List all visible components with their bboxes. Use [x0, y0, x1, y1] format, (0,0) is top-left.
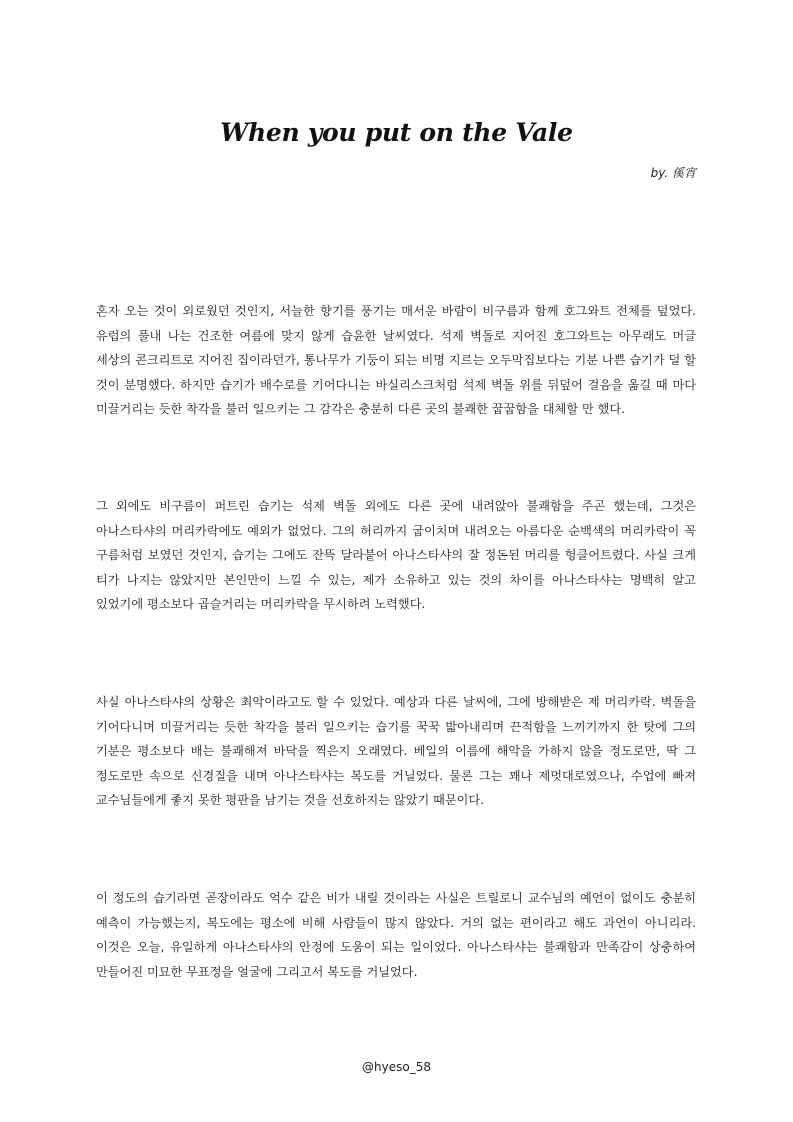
author-byline: by. 傒宵	[650, 166, 696, 180]
body-paragraph-2: 그 외에도 비구름이 퍼트린 습기는 석제 벽돌 외에도 다른 곳에 내려앉아 불쾌함을 주곤 했는데, 그것은 아나스타샤의 머리카락에도 예외가 없었다. 그의 허리까지 굽이치며 내려오는 아름다운 순백색의 머리카락이 꼭 구름처럼 보였던 것인지, 습기는 그에도 잔뜩 달라붙어 아나스타샤의 잘 정돈된 머리를 헝클어트렸다. 사실 크게 티가 나지는 않았지만 본인만이 느낄 수 있는, 제가 소유하고 있는 것의 차이를 아나스타샤는 명백히 알고 있었기에 평소보다 곱슬거리는 머리카락을 무시하려 노력했다.	[96, 499, 696, 612]
body-paragraph-4: 이 정도의 습기라면 곧장이라도 억수 같은 비가 내릴 것이라는 사실은 트릴로니 교수님의 예언이 없이도 충분히 예측이 가능했는지, 복도에는 평소에 비해 사람들이 많지 않았다. 거의 없는 편이라고 해도 과언이 아니리라. 이것은 오늘, 유일하게 아나스타샤의 안정에 도움이 되는 일이었다. 아나스타샤는 불쾌함과 만족감이 상충하여 만들어진 미묘한 무표정을 얼굴에 그리고서 복도를 거닐었다.	[96, 891, 696, 979]
body-paragraph-1: 혼자 오는 것이 외로웠던 것인지, 서늘한 향기를 풍기는 매서운 바람이 비구름과 함께 호그와트 전체를 덮었다. 유럽의 풀내 나는 건조한 여름에 맞지 않게 습윤한 날씨였다. 석제 벽돌로 지어진 호그와트는 아무래도 머글 세상의 콘크리트로 지어진 집이라던가, 통나무가 기둥이 되는 비명 지르는 오두막집보다는 기분 나쁜 습기가 덜 할 것이 분명했다. 하지만 습기가 배수로를 기어다니는 바실리스크처럼 석제 벽돌 위를 뒤덮어 걸음을 옮길 때 마다 미끌거리는 듯한 착각을 불러 일으키는 그 감각은 충분히 다른 곳의 불쾌한 꿉꿉함을 대체할 만 했다.	[96, 304, 696, 417]
body-paragraph-3: 사실 아나스타샤의 상황은 최악이라고도 할 수 있었다. 예상과 다른 날씨에, 그에 방해받은 제 머리카락. 벽돌을 기어다니며 미끌거리는 듯한 착각을 불러 일으키는 습기를 꾹꾹 밟아내리며 끈적함을 느끼기까지 한 탓에 그의 기분은 평소보다 배는 불쾌해져 바닥을 찍은지 오래였다. 베일의 이름에 해악을 가하지 않을 정도로만, 딱 그 정도로만 속으로 신경질을 내며 아나스타샤는 복도를 거닐었다. 물론 그는 꽤나 제멋대로였으나, 수업에 빠져 교수님들에게 좋지 못한 평판을 남기는 것을 선호하지는 않았기 때문이다.	[96, 695, 696, 808]
footer-handle: @hyeso_58	[362, 1060, 431, 1074]
document-title: When you put on the Vale	[220, 118, 573, 147]
